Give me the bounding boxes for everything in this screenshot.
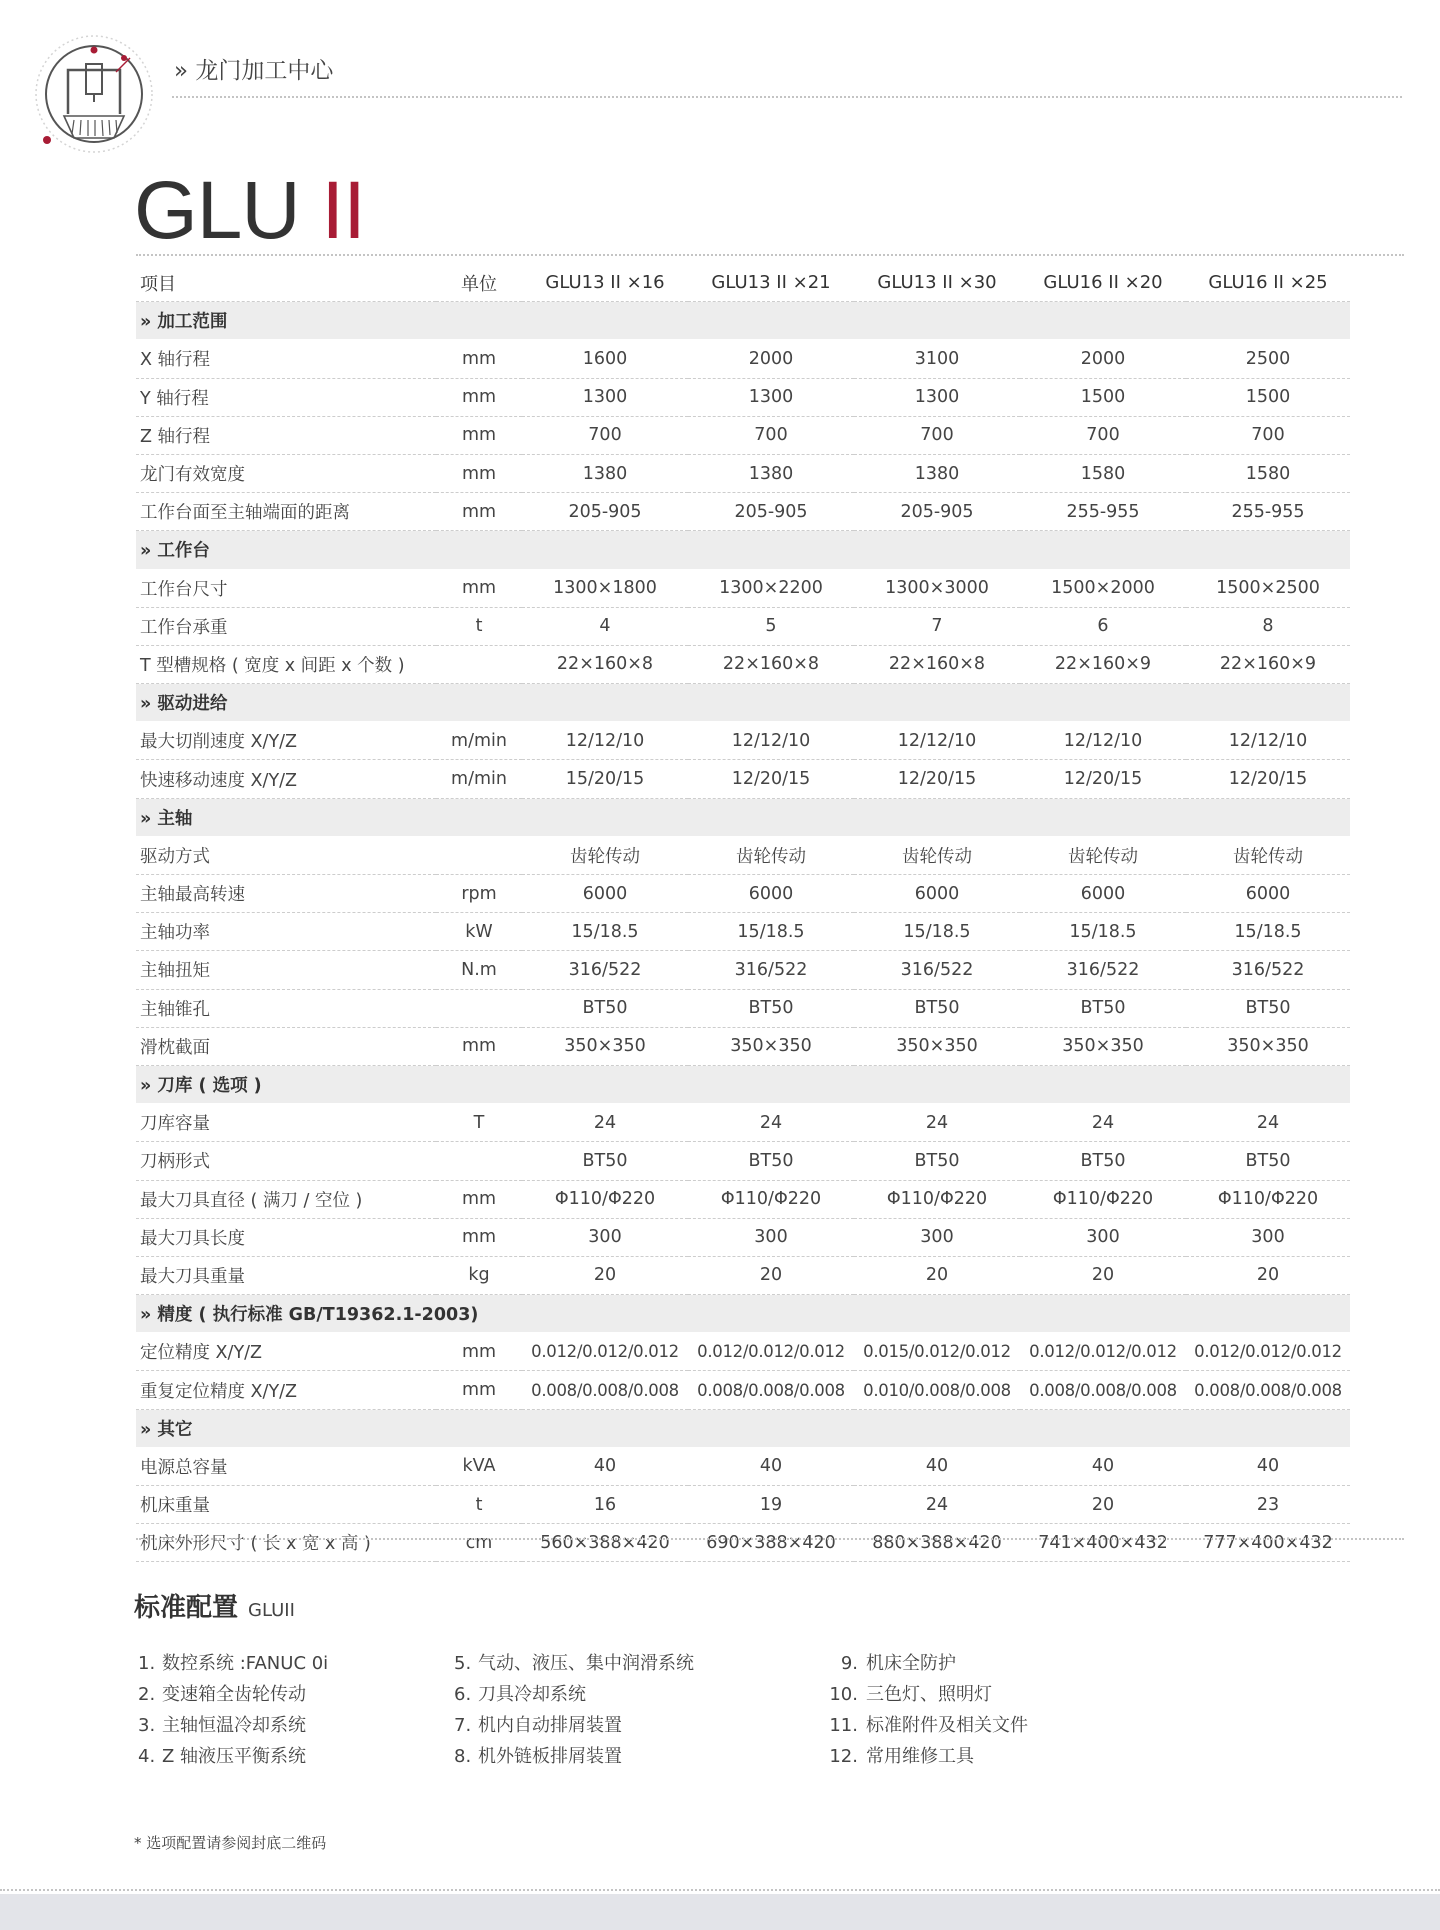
list-item-number: 4.	[138, 1746, 156, 1767]
spec-value-cell: 15/18.5	[1020, 913, 1186, 951]
spec-value-cell: 2500	[1186, 340, 1350, 378]
spec-value-cell: 205-905	[688, 493, 854, 531]
spec-unit-cell	[436, 836, 522, 874]
list-item-text: 机床全防护	[866, 1653, 956, 1674]
list-item	[138, 1679, 328, 1710]
list-item-number: 9.	[840, 1653, 858, 1674]
spec-value-cell: 齿轮传动	[1020, 836, 1186, 874]
spec-value-cell: 22×160×9	[1186, 645, 1350, 683]
spec-unit-cell: mm	[436, 493, 522, 531]
spec-value-cell: 1380	[688, 454, 854, 492]
header-cell-unit: 单位	[436, 264, 522, 302]
spec-unit-cell	[436, 989, 522, 1027]
spec-value-cell: 316/522	[1020, 951, 1186, 989]
spec-value-cell: Φ110/Φ220	[688, 1180, 854, 1218]
section-title: » 工作台	[136, 531, 1350, 569]
list-item	[454, 1648, 694, 1679]
list-item	[138, 1741, 328, 1772]
spec-unit-cell: kVA	[436, 1447, 522, 1485]
spec-value-cell: 1500	[1186, 378, 1350, 416]
spec-unit-cell: kW	[436, 913, 522, 951]
list-item-text: 三色灯、照明灯	[866, 1684, 992, 1705]
spec-value-cell: 1300×1800	[522, 569, 688, 607]
spec-value-cell: 880×388×420	[854, 1524, 1020, 1562]
spec-value-cell: BT50	[688, 1142, 854, 1180]
table-row	[136, 1524, 1350, 1562]
spec-value-cell: 1380	[522, 454, 688, 492]
spec-value-cell: 齿轮传动	[854, 836, 1020, 874]
spec-item-cell: 主轴功率	[136, 913, 436, 951]
spec-value-cell: 15/18.5	[688, 913, 854, 951]
standard-config-column	[138, 1648, 328, 1772]
list-item-number: 10.	[829, 1684, 858, 1705]
spec-value-cell: 40	[522, 1447, 688, 1485]
spec-value-cell: 20	[688, 1256, 854, 1294]
spec-value-cell: 6000	[1020, 875, 1186, 913]
spec-value-cell: 19	[688, 1486, 854, 1524]
list-item	[826, 1710, 1028, 1741]
spec-value-cell: 1600	[522, 340, 688, 378]
spec-value-cell: BT50	[522, 1142, 688, 1180]
standard-config-column	[454, 1648, 694, 1772]
spec-value-cell: 741×400×432	[1020, 1524, 1186, 1562]
spec-item-cell: 最大刀具长度	[136, 1218, 436, 1256]
spec-value-cell: 齿轮传动	[522, 836, 688, 874]
table-row	[136, 1256, 1350, 1294]
spec-unit-cell: N.m	[436, 951, 522, 989]
spec-value-cell: 12/12/10	[688, 722, 854, 760]
spec-value-cell: 5	[688, 607, 854, 645]
spec-value-cell: 40	[854, 1447, 1020, 1485]
header-cell-item: 项目	[136, 264, 436, 302]
spec-item-cell: 主轴锥孔	[136, 989, 436, 1027]
section-title: » 精度 ( 执行标准 GB/T19362.1-2003)	[136, 1295, 1350, 1333]
table-row	[136, 1218, 1350, 1256]
spec-value-cell: 12/20/15	[1020, 760, 1186, 798]
table-row	[136, 722, 1350, 760]
spec-item-cell: 刀库容量	[136, 1104, 436, 1142]
spec-unit-cell: mm	[436, 454, 522, 492]
table-row	[136, 1142, 1350, 1180]
spec-value-cell: 20	[1020, 1256, 1186, 1294]
list-item-number: 1.	[138, 1653, 156, 1674]
spec-value-cell: 20	[854, 1256, 1020, 1294]
spec-value-cell: 1500×2500	[1186, 569, 1350, 607]
spec-item-cell: Z 轴行程	[136, 416, 436, 454]
spec-value-cell: 700	[688, 416, 854, 454]
spec-value-cell: 350×350	[1020, 1027, 1186, 1065]
list-item-text: 机外链板排屑装置	[478, 1746, 622, 1767]
spec-value-cell: 300	[522, 1218, 688, 1256]
spec-value-cell: 齿轮传动	[1186, 836, 1350, 874]
spec-value-cell: 0.008/0.008/0.008	[522, 1371, 688, 1409]
spec-value-cell: 0.008/0.008/0.008	[1020, 1371, 1186, 1409]
spec-value-cell: 0.010/0.008/0.008	[854, 1371, 1020, 1409]
spec-value-cell: BT50	[854, 1142, 1020, 1180]
spec-item-cell: Y 轴行程	[136, 378, 436, 416]
spec-value-cell: 3100	[854, 340, 1020, 378]
section-row	[136, 1409, 1350, 1447]
spec-item-cell: 快速移动速度 X/Y/Z	[136, 760, 436, 798]
spec-value-cell: 22×160×8	[522, 645, 688, 683]
table-row	[136, 1180, 1350, 1218]
list-item-text: 刀具冷却系统	[478, 1684, 586, 1705]
spec-item-cell: 龙门有效宽度	[136, 454, 436, 492]
spec-value-cell: 6000	[688, 875, 854, 913]
spec-unit-cell: mm	[436, 340, 522, 378]
spec-value-cell: 350×350	[522, 1027, 688, 1065]
table-row	[136, 416, 1350, 454]
list-item-text: Z 轴液压平衡系统	[162, 1746, 307, 1767]
footer-divider	[0, 1889, 1440, 1891]
page-title-main: GLU	[134, 165, 322, 256]
spec-value-cell: 15/18.5	[522, 913, 688, 951]
spec-value-cell: 350×350	[688, 1027, 854, 1065]
spec-value-cell: 300	[688, 1218, 854, 1256]
spec-item-cell: 主轴最高转速	[136, 875, 436, 913]
list-item-number: 3.	[138, 1715, 156, 1736]
spec-table	[136, 264, 1350, 1562]
spec-value-cell: 2000	[1020, 340, 1186, 378]
spec-value-cell: 12/12/10	[1020, 722, 1186, 760]
table-row	[136, 760, 1350, 798]
list-item-text: 数控系统 :FANUC 0i	[162, 1653, 329, 1674]
spec-value-cell: BT50	[1020, 1142, 1186, 1180]
spec-item-cell: 工作台尺寸	[136, 569, 436, 607]
spec-item-cell: T 型槽规格 ( 宽度 x 间距 x 个数 )	[136, 645, 436, 683]
spec-value-cell: Φ110/Φ220	[522, 1180, 688, 1218]
page-title	[134, 165, 365, 256]
spec-value-cell: 1300	[854, 378, 1020, 416]
spec-unit-cell: mm	[436, 378, 522, 416]
list-item-number: 11.	[829, 1715, 858, 1736]
spec-value-cell: 24	[1020, 1104, 1186, 1142]
spec-value-cell: 22×160×8	[688, 645, 854, 683]
spec-item-cell: 工作台面至主轴端面的距离	[136, 493, 436, 531]
spec-item-cell: 驱动方式	[136, 836, 436, 874]
spec-value-cell: 0.012/0.012/0.012	[522, 1333, 688, 1371]
spec-item-cell: 电源总容量	[136, 1447, 436, 1485]
list-item-text: 气动、液压、集中润滑系统	[478, 1653, 694, 1674]
spec-value-cell: 205-905	[854, 493, 1020, 531]
spec-value-cell: 8	[1186, 607, 1350, 645]
section-row	[136, 684, 1350, 722]
spec-value-cell: 2000	[688, 340, 854, 378]
spec-value-cell: 40	[688, 1447, 854, 1485]
table-row	[136, 1027, 1350, 1065]
spec-value-cell: Φ110/Φ220	[1020, 1180, 1186, 1218]
spec-value-cell: 300	[854, 1218, 1020, 1256]
standard-config-subtitle: GLUII	[248, 1600, 295, 1621]
spec-value-cell: Φ110/Φ220	[1186, 1180, 1350, 1218]
spec-value-cell: 350×350	[854, 1027, 1020, 1065]
page-title-accent: II	[321, 165, 365, 256]
spec-value-cell: 24	[688, 1104, 854, 1142]
spec-value-cell: 316/522	[522, 951, 688, 989]
spec-item-cell: 机床外形尺寸 ( 长 x 宽 x 高 )	[136, 1524, 436, 1562]
table-row	[136, 1486, 1350, 1524]
spec-value-cell: 1580	[1020, 454, 1186, 492]
footer-band	[0, 1894, 1440, 1930]
gantry-machine-icon	[28, 30, 158, 160]
table-row	[136, 875, 1350, 913]
spec-value-cell: 0.012/0.012/0.012	[688, 1333, 854, 1371]
standard-config-column	[826, 1648, 1028, 1772]
spec-value-cell: 700	[854, 416, 1020, 454]
spec-value-cell: BT50	[1186, 989, 1350, 1027]
section-row	[136, 531, 1350, 569]
spec-table-body	[136, 302, 1350, 1562]
section-title: » 刀库 ( 选项 )	[136, 1065, 1350, 1103]
spec-value-cell: 255-955	[1020, 493, 1186, 531]
spec-value-cell: 0.008/0.008/0.008	[1186, 1371, 1350, 1409]
list-item-text: 机内自动排屑装置	[478, 1715, 622, 1736]
table-row	[136, 951, 1350, 989]
spec-value-cell: 12/12/10	[522, 722, 688, 760]
spec-value-cell: BT50	[522, 989, 688, 1027]
spec-value-cell: 22×160×9	[1020, 645, 1186, 683]
table-row	[136, 607, 1350, 645]
list-item	[826, 1648, 1028, 1679]
spec-value-cell: 700	[1186, 416, 1350, 454]
spec-value-cell: 40	[1186, 1447, 1350, 1485]
section-row	[136, 1295, 1350, 1333]
list-item	[826, 1741, 1028, 1772]
spec-unit-cell: mm	[436, 1218, 522, 1256]
section-title: » 主轴	[136, 798, 1350, 836]
list-item-number: 12.	[829, 1746, 858, 1767]
table-row	[136, 836, 1350, 874]
spec-value-cell: 6	[1020, 607, 1186, 645]
header-divider	[172, 96, 1402, 98]
spec-value-cell: 316/522	[688, 951, 854, 989]
spec-item-cell: 机床重量	[136, 1486, 436, 1524]
spec-unit-cell	[436, 1142, 522, 1180]
table-row	[136, 378, 1350, 416]
spec-value-cell: 700	[1020, 416, 1186, 454]
spec-unit-cell: cm	[436, 1524, 522, 1562]
table-row	[136, 1104, 1350, 1142]
spec-value-cell: 6000	[854, 875, 1020, 913]
list-item-number: 8.	[454, 1746, 472, 1767]
spec-value-cell: 0.012/0.012/0.012	[1186, 1333, 1350, 1371]
list-item	[138, 1710, 328, 1741]
spec-value-cell: 4	[522, 607, 688, 645]
spec-value-cell: Φ110/Φ220	[854, 1180, 1020, 1218]
spec-value-cell: 1500×2000	[1020, 569, 1186, 607]
spec-value-cell: 6000	[522, 875, 688, 913]
spec-value-cell: 1580	[1186, 454, 1350, 492]
list-item	[454, 1679, 694, 1710]
spec-value-cell: 700	[522, 416, 688, 454]
spec-unit-cell: kg	[436, 1256, 522, 1294]
header-cell-model: GLU16 II ×25	[1186, 264, 1350, 302]
table-row	[136, 454, 1350, 492]
spec-value-cell: 1300	[522, 378, 688, 416]
list-item	[454, 1741, 694, 1772]
spec-unit-cell: m/min	[436, 722, 522, 760]
spec-item-cell: 滑枕截面	[136, 1027, 436, 1065]
spec-value-cell: BT50	[1020, 989, 1186, 1027]
spec-value-cell: 1300×2200	[688, 569, 854, 607]
spec-value-cell: 7	[854, 607, 1020, 645]
spec-unit-cell: m/min	[436, 760, 522, 798]
footnote: * 选项配置请参阅封底二维码	[134, 1834, 327, 1852]
spec-value-cell: 40	[1020, 1447, 1186, 1485]
spec-unit-cell: mm	[436, 1180, 522, 1218]
spec-item-cell: 工作台承重	[136, 607, 436, 645]
spec-value-cell: 20	[1186, 1256, 1350, 1294]
spec-value-cell: 12/20/15	[854, 760, 1020, 798]
spec-value-cell: 0.008/0.008/0.008	[688, 1371, 854, 1409]
spec-value-cell: BT50	[1186, 1142, 1350, 1180]
spec-value-cell: 24	[1186, 1104, 1350, 1142]
header-cell-model: GLU16 II ×20	[1020, 264, 1186, 302]
list-item	[138, 1648, 328, 1679]
spec-item-cell: 重复定位精度 X/Y/Z	[136, 1371, 436, 1409]
section-title: » 其它	[136, 1409, 1350, 1447]
list-item-number: 5.	[454, 1653, 472, 1674]
section-title: » 驱动进给	[136, 684, 1350, 722]
breadcrumb: » 龙门加工中心	[174, 58, 334, 84]
spec-unit-cell: t	[436, 1486, 522, 1524]
spec-value-cell: 12/12/10	[1186, 722, 1350, 760]
table-row	[136, 645, 1350, 683]
spec-value-cell: 255-955	[1186, 493, 1350, 531]
spec-value-cell: 350×350	[1186, 1027, 1350, 1065]
spec-item-cell: 最大刀具重量	[136, 1256, 436, 1294]
spec-value-cell: 205-905	[522, 493, 688, 531]
spec-value-cell: BT50	[854, 989, 1020, 1027]
section-row	[136, 798, 1350, 836]
list-item	[454, 1710, 694, 1741]
spec-value-cell: 560×388×420	[522, 1524, 688, 1562]
spec-value-cell: 1500	[1020, 378, 1186, 416]
list-item-number: 6.	[454, 1684, 472, 1705]
section-title: » 加工范围	[136, 302, 1350, 340]
header-cell-model: GLU13 II ×30	[854, 264, 1020, 302]
table-row	[136, 493, 1350, 531]
spec-value-cell: 15/20/15	[522, 760, 688, 798]
header-cell-model: GLU13 II ×21	[688, 264, 854, 302]
spec-value-cell: 23	[1186, 1486, 1350, 1524]
table-row	[136, 989, 1350, 1027]
spec-value-cell: 12/20/15	[688, 760, 854, 798]
table-row	[136, 1371, 1350, 1409]
list-item-number: 2.	[138, 1684, 156, 1705]
spec-item-cell: 最大刀具直径 ( 满刀 / 空位 )	[136, 1180, 436, 1218]
list-item	[826, 1679, 1028, 1710]
spec-value-cell: 690×388×420	[688, 1524, 854, 1562]
spec-unit-cell: T	[436, 1104, 522, 1142]
list-item-text: 常用维修工具	[866, 1746, 974, 1767]
spec-value-cell: 1300×3000	[854, 569, 1020, 607]
title-divider	[136, 254, 1404, 256]
spec-value-cell: 20	[522, 1256, 688, 1294]
spec-value-cell: BT50	[688, 989, 854, 1027]
table-row	[136, 569, 1350, 607]
table-row	[136, 913, 1350, 951]
spec-item-cell: 最大切削速度 X/Y/Z	[136, 722, 436, 760]
spec-value-cell: 0.012/0.012/0.012	[1020, 1333, 1186, 1371]
list-item-number: 7.	[454, 1715, 472, 1736]
standard-config-heading	[134, 1587, 295, 1624]
spec-value-cell: 15/18.5	[854, 913, 1020, 951]
spec-value-cell: 24	[522, 1104, 688, 1142]
section-row	[136, 302, 1350, 340]
spec-value-cell: 12/12/10	[854, 722, 1020, 760]
spec-item-cell: X 轴行程	[136, 340, 436, 378]
spec-item-cell: 主轴扭矩	[136, 951, 436, 989]
spec-unit-cell: mm	[436, 569, 522, 607]
spec-value-cell: 300	[1186, 1218, 1350, 1256]
spec-value-cell: 22×160×8	[854, 645, 1020, 683]
spec-value-cell: 15/18.5	[1186, 913, 1350, 951]
spec-unit-cell	[436, 645, 522, 683]
section-row	[136, 1065, 1350, 1103]
spec-value-cell: 6000	[1186, 875, 1350, 913]
list-item-text: 主轴恒温冷却系统	[162, 1715, 306, 1736]
spec-value-cell: 300	[1020, 1218, 1186, 1256]
spec-value-cell: 316/522	[854, 951, 1020, 989]
table-row	[136, 1333, 1350, 1371]
table-row	[136, 1447, 1350, 1485]
spec-value-cell: 0.015/0.012/0.012	[854, 1333, 1020, 1371]
header-cell-model: GLU13 II ×16	[522, 264, 688, 302]
spec-item-cell: 定位精度 X/Y/Z	[136, 1333, 436, 1371]
spec-unit-cell: rpm	[436, 875, 522, 913]
table-end-divider	[136, 1538, 1404, 1540]
spec-value-cell: 齿轮传动	[688, 836, 854, 874]
spec-value-cell: 12/20/15	[1186, 760, 1350, 798]
spec-value-cell: 316/522	[1186, 951, 1350, 989]
standard-config-title: 标准配置	[134, 1593, 239, 1623]
spec-value-cell: 1300	[688, 378, 854, 416]
spec-unit-cell: mm	[436, 416, 522, 454]
spec-value-cell: 1380	[854, 454, 1020, 492]
spec-unit-cell: t	[436, 607, 522, 645]
table-header-row	[136, 264, 1350, 302]
spec-unit-cell: mm	[436, 1333, 522, 1371]
spec-value-cell: 20	[1020, 1486, 1186, 1524]
spec-item-cell: 刀柄形式	[136, 1142, 436, 1180]
list-item-text: 变速箱全齿轮传动	[162, 1684, 306, 1705]
spec-unit-cell: mm	[436, 1027, 522, 1065]
table-row	[136, 340, 1350, 378]
spec-value-cell: 16	[522, 1486, 688, 1524]
spec-value-cell: 777×400×432	[1186, 1524, 1350, 1562]
spec-value-cell: 24	[854, 1104, 1020, 1142]
spec-value-cell: 24	[854, 1486, 1020, 1524]
list-item-text: 标准附件及相关文件	[866, 1715, 1028, 1736]
spec-unit-cell: mm	[436, 1371, 522, 1409]
